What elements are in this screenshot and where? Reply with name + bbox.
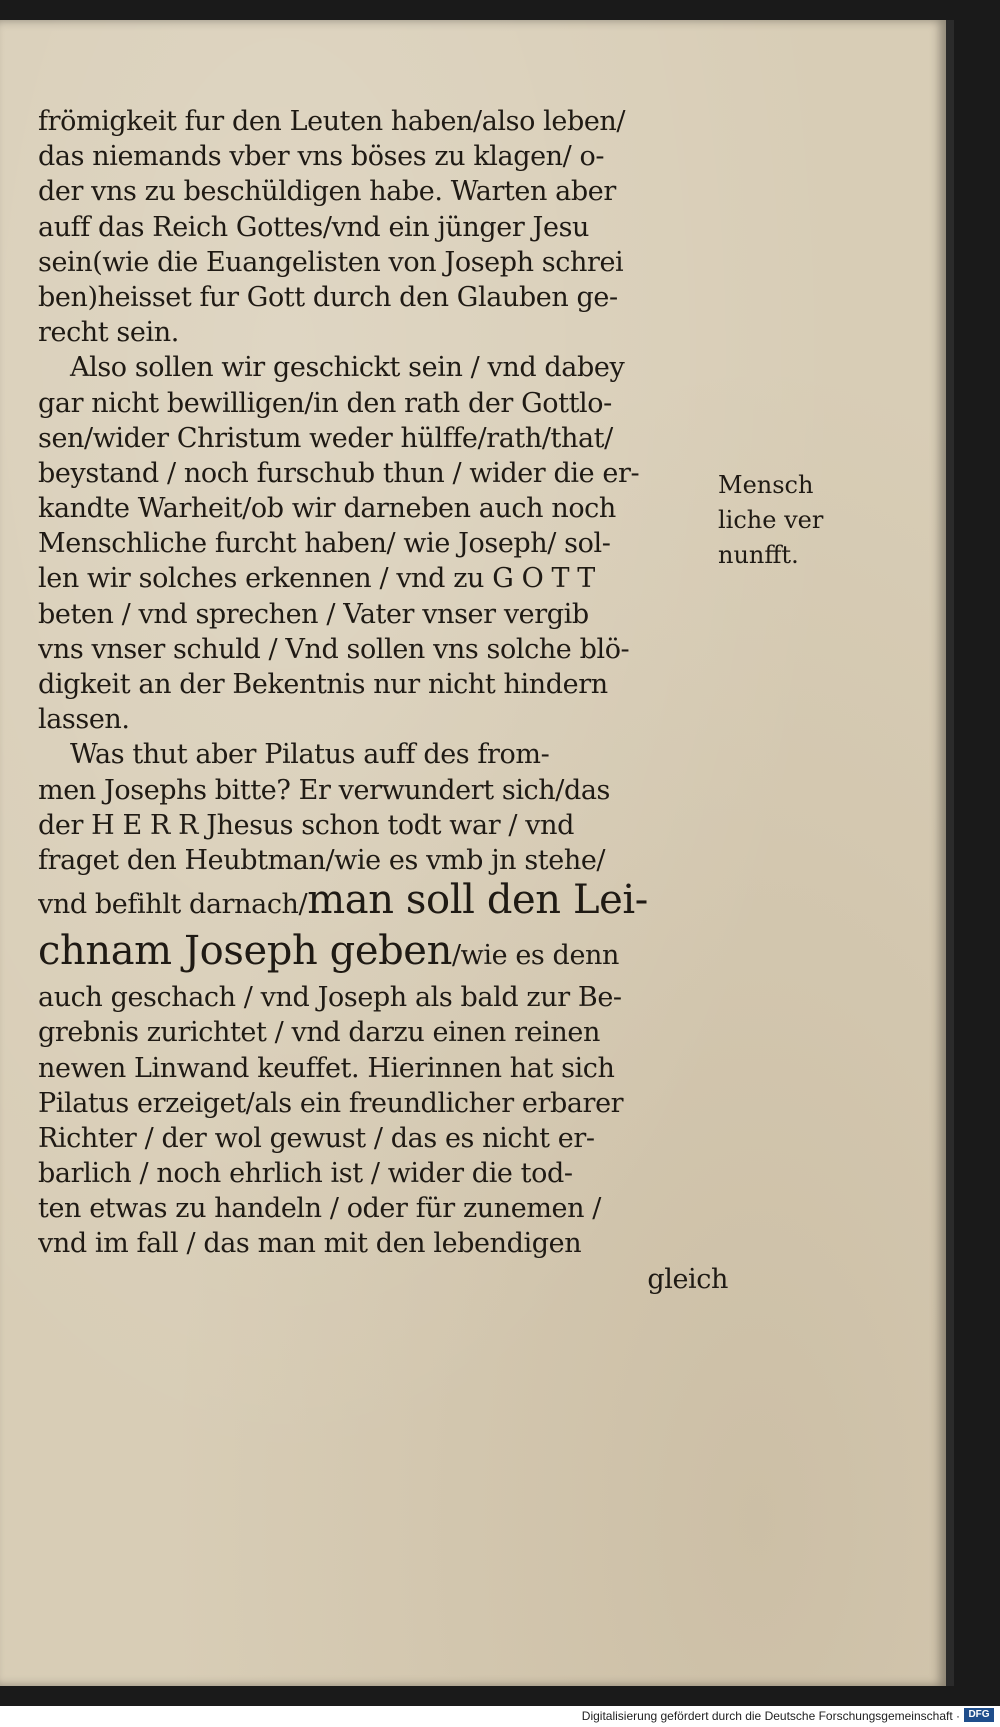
- text-line: gar nicht bewilligen/in den rath der Gottlo-: [38, 387, 612, 419]
- catchword: gleich: [647, 1263, 728, 1295]
- text-line: grebnis zurichtet / vnd darzu einen reinen: [38, 1017, 600, 1049]
- text-line: Menschliche furcht haben/ wie Joseph/ sol-: [38, 528, 611, 560]
- text-line: lassen.: [38, 704, 130, 736]
- margin-note-line: nunfft.: [718, 541, 799, 569]
- body-text: [38, 104, 728, 1297]
- text-run: /wie es denn: [451, 940, 619, 972]
- text-line: auff das Reich Gottes/vnd ein jünger Jesu: [38, 211, 590, 243]
- paragraph-start-line: Also sollen wir geschickt sein / vnd dabey: [70, 352, 625, 384]
- emphasis-text: man soll den Lei-: [307, 878, 648, 923]
- text-line: vns vnser schuld / Vnd sollen vns solche blö-: [38, 633, 630, 665]
- text-line: beten / vnd sprechen / Vater vnser vergib: [38, 598, 589, 630]
- emphasis-text: chnam Joseph geben: [38, 928, 452, 975]
- marginal-note: [718, 468, 848, 573]
- text-line: recht sein.: [38, 317, 179, 349]
- text-line: len wir solches erkennen / vnd zu G O T T: [38, 563, 595, 595]
- margin-note-line: Mensch: [718, 471, 814, 499]
- text-line: sen/wider Christum weder hülffe/rath/that/: [38, 422, 613, 454]
- text-line: Richter / der wol gewust / das es nicht er-: [38, 1122, 595, 1154]
- text-line: digkeit an der Bekentnis nur nicht hindern: [38, 669, 608, 700]
- text-run: vnd befihlt darnach/: [38, 889, 308, 921]
- text-line: der vns zu beschüldigen habe. Warten aber: [38, 176, 616, 208]
- digitization-credit: Digitalisierung gefördert durch die Deutsche Forschungsgemeinschaft ·: [581, 1709, 960, 1723]
- text-line-with-emphasis: [38, 922, 728, 980]
- page-edge: [946, 20, 954, 1686]
- text-line: ten etwas zu handeln / oder für zunemen /: [38, 1193, 602, 1225]
- text-line: sein(wie die Euangelisten von Joseph schrei: [38, 246, 624, 278]
- text-line: vnd im fall / das man mit den lebendigen: [38, 1228, 582, 1260]
- text-line: der H E R R Jhesus schon todt war / vnd: [38, 809, 574, 841]
- text-line: kandte Warheit/ob wir darneben auch noch: [38, 493, 616, 525]
- text-line: Pilatus erzeiget/als ein freundlicher erbarer: [38, 1087, 624, 1119]
- text-line: newen Linwand keuffet. Hierinnen hat sich: [38, 1052, 615, 1084]
- paragraph-start-line: Was thut aber Pilatus auff des from-: [70, 739, 550, 771]
- text-line: fraget den Heubtman/wie es vmb jn stehe/: [38, 844, 606, 876]
- margin-note-line: liche ver: [718, 506, 824, 534]
- text-line: auch geschach / vnd Joseph als bald zur Be-: [38, 982, 622, 1014]
- text-line: men Josephs bitte? Er verwundert sich/das: [38, 774, 610, 806]
- text-line: das niemands vber vns böses zu klagen/ o-: [38, 141, 605, 173]
- text-line-with-emphasis: [38, 878, 728, 922]
- text-line: beystand / noch furschub thun / wider die er-: [38, 457, 640, 489]
- text-line: frömigkeit fur den Leuten haben/also leben/: [38, 106, 626, 137]
- text-line: ben)heisset fur Gott durch den Glauben ge-: [38, 281, 618, 313]
- text-line: barlich / noch ehrlich ist / wider die tod-: [38, 1158, 573, 1190]
- dfg-logo: DFG: [964, 1708, 994, 1722]
